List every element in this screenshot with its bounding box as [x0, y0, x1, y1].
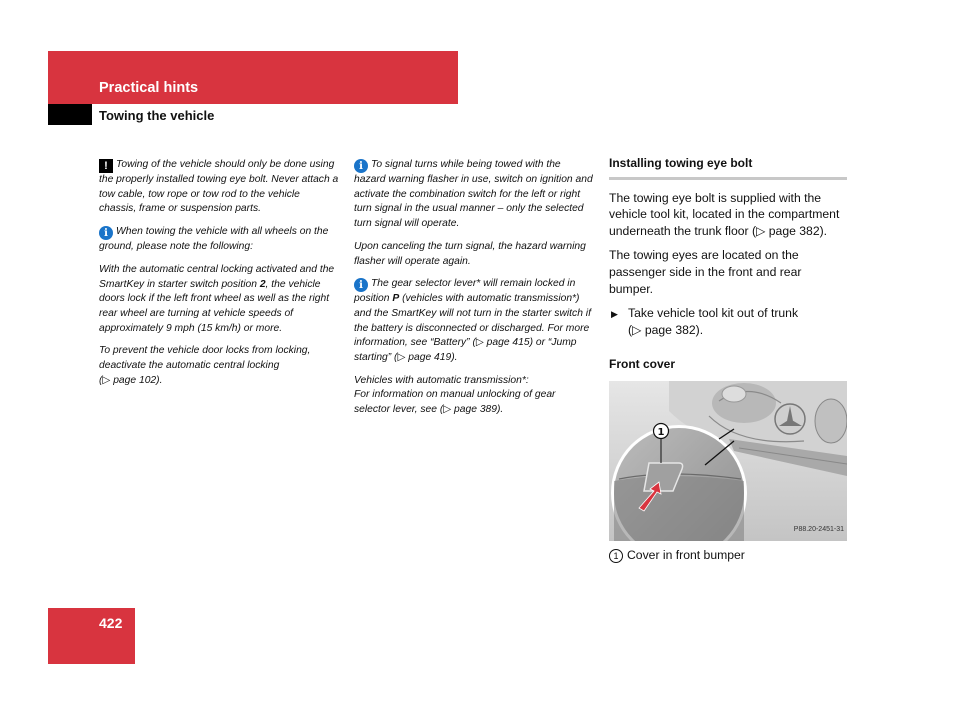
warning-note	[99, 158, 339, 217]
front-cover-figure	[609, 381, 847, 541]
middle-column	[354, 158, 594, 426]
info-icon: i	[99, 226, 113, 240]
front-bumper-illustration	[609, 381, 847, 541]
starter-position: 2	[259, 278, 266, 290]
page-reference: (▷ page 382).	[628, 322, 704, 337]
warning-icon: !	[99, 159, 113, 173]
paragraph-text: With the automatic central locking activated and the SmartKey in starter switch position	[99, 263, 335, 290]
info-note-turn-signal	[354, 158, 594, 232]
paragraph-text: , the vehicle doors lock if the left front wheel as well as the right rear wheel are turning at vehicle speeds of approximately 9 mph (15 km/h) or more.	[99, 278, 330, 334]
cancel-paragraph: Upon canceling the turn signal, the hazard warning flasher will operate again.	[354, 240, 586, 267]
deactivate-paragraph	[99, 344, 339, 388]
warning-text: Towing of the vehicle should only be done using the properly installed towing eye bolt. Never attach a tow cable, tow rope or tow rod to the vehicle chassis, frame or suspension parts.	[99, 159, 339, 215]
info-icon: i	[354, 278, 368, 292]
gear-position: P	[392, 293, 400, 305]
info-note-gear-selector	[354, 277, 594, 366]
central-locking-paragraph	[99, 263, 339, 337]
info-text: (vehicles with automatic transmission*) and the SmartKey will not turn in the starter switch if the battery is disconnected or discharged. For more information, see “Battery” (▷ page 415) or “Jump starting” (▷ page 419).	[354, 293, 591, 364]
page-number: 422	[99, 615, 123, 631]
info-text: To signal turns while being towed with the hazard warning flasher in use, switch on ignition and activate the combination switch for the left or right turn signal in the usual manner – only the selected turn signal will operate.	[354, 159, 593, 230]
info-icon: i	[354, 159, 368, 173]
section-marker	[48, 104, 92, 125]
paragraph-text: For information on manual unlocking of gear selector lever, see (▷ page 389).	[354, 389, 556, 416]
info-text: The gear selector lever* will remain locked in position	[354, 278, 576, 305]
figure-code: P88.20-2451-31	[793, 526, 844, 534]
figure-caption	[609, 547, 847, 564]
info-note	[99, 225, 339, 255]
heading-rule	[609, 177, 847, 180]
callout-marker: 1	[609, 549, 623, 563]
section-title: Practical hints	[99, 80, 199, 96]
figure-callout-number: 1	[657, 426, 665, 438]
left-column	[99, 158, 339, 396]
right-column	[609, 155, 847, 564]
towing-eyes-paragraph: The towing eyes are located on the passenger side in the front and rear bumper.	[609, 248, 802, 296]
caption-text: Cover in front bumper	[627, 547, 745, 562]
heading-front-cover: Front cover	[609, 357, 676, 372]
automatic-transmission-paragraph	[354, 374, 594, 418]
heading-installing-towing-eye-bolt: Installing towing eye bolt	[609, 156, 753, 170]
page-reference: (▷ page 102).	[99, 374, 163, 386]
tool-kit-paragraph: The towing eye bolt is supplied with the vehicle tool kit, located in the compartment underneath the trunk floor (▷ page 382).	[609, 190, 840, 238]
header-band	[48, 51, 458, 104]
info-text: When towing the vehicle with all wheels on the ground, please note the following:	[99, 226, 329, 253]
instruction-step	[609, 305, 847, 338]
bullet-arrow-icon: ▶	[611, 309, 618, 320]
paragraph-text: To prevent the vehicle door locks from locking, deactivate the automatic central locking	[99, 345, 311, 372]
paragraph-text: Vehicles with automatic transmission*:	[354, 374, 529, 386]
step-text: Take vehicle tool kit out of trunk	[628, 306, 799, 321]
subsection-title: Towing the vehicle	[99, 108, 215, 123]
